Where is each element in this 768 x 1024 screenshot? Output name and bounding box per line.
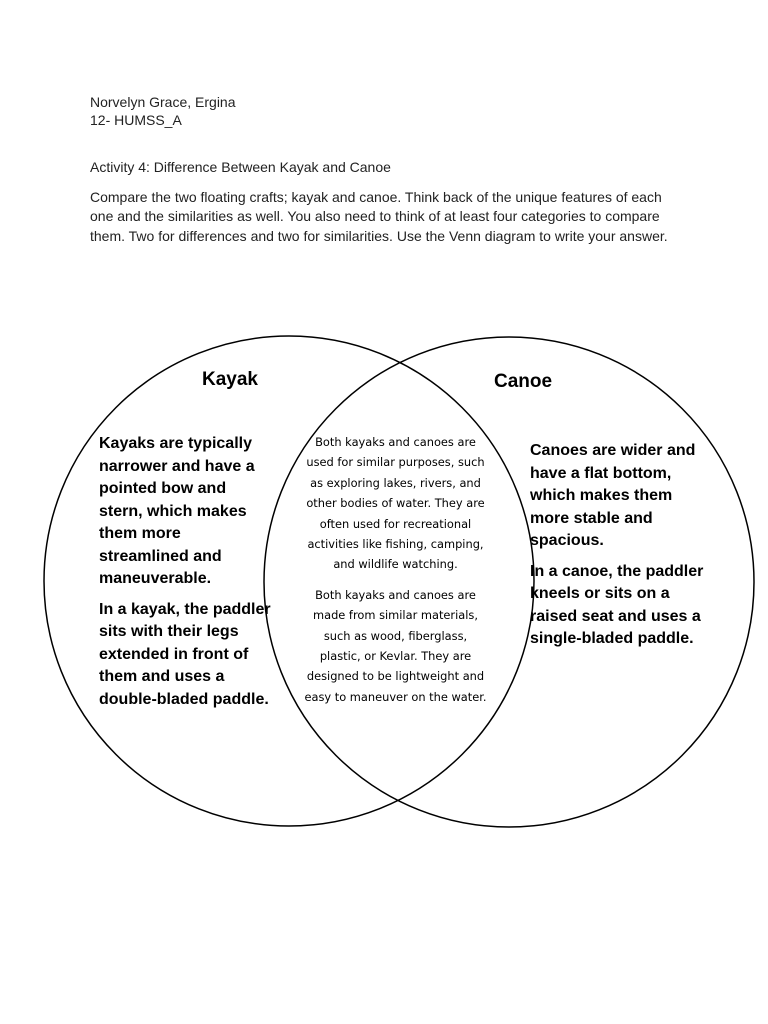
kayak-note-seating: In a kayak, the paddler sits with their legs extended in front of them and uses a double-bladed paddle. — [99, 600, 271, 708]
overlap-notes — [303, 432, 488, 707]
kayak-title: Kayak — [202, 369, 258, 390]
section-label: 12- HUMSS_A — [90, 112, 182, 128]
activity-instructions: Compare the two floating crafts; kayak and canoe. Think back of the unique features of each one and the similarities as well. You also need to think of at least four categories to compare them. Two for differences and two for similarities. Use the Venn diagram to write your answer. — [90, 189, 668, 244]
overlap-note-materials: Both kayaks and canoes are made from similar materials, such as wood, fiberglass, plastic, or Kevlar. They are designed to be lightweight and easy to maneuver on the water. — [304, 587, 487, 704]
kayak-note-shape: Kayaks are typically narrower and have a pointed bow and stern, which makes them more streamlined and maneuverable. — [99, 435, 255, 587]
canoe-notes — [530, 440, 710, 651]
activity-title: Activity 4: Difference Between Kayak and Canoe — [90, 159, 391, 175]
student-name: Norvelyn Grace, Ergina — [90, 94, 236, 110]
canoe-note-seating: In a canoe, the paddler kneels or sits on a raised seat and uses a single-bladed paddle. — [530, 562, 704, 647]
canoe-note-shape: Canoes are wider and have a flat bottom, which makes them more stable and spacious. — [530, 442, 696, 549]
overlap-note-purpose: Both kayaks and canoes are used for similar purposes, such as exploring lakes, rivers, and other bodies of water. They are often used for recreational activities like fishing, camping, and wildlife watching. — [306, 435, 485, 572]
canoe-title: Canoe — [494, 371, 553, 392]
kayak-notes — [99, 433, 274, 711]
